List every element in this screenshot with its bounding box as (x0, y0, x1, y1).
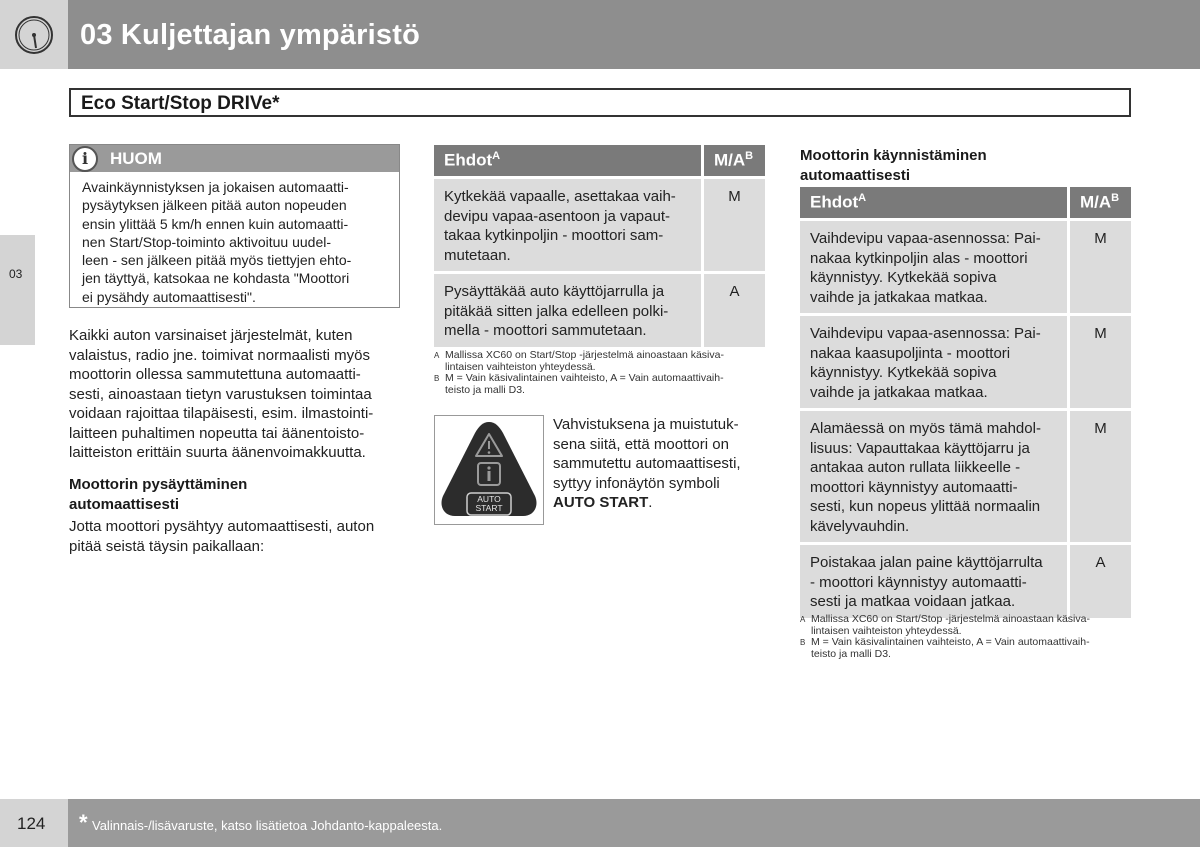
auto-start-symbol-box (434, 415, 544, 525)
paragraph-line: laitteen puhaltimen nopeutta tai äänentoisto- (69, 424, 365, 442)
chapter-title: 03 Kuljettajan ympäristö (80, 19, 421, 51)
paragraph-line: pitää seistä täysin paikallaan: (69, 537, 265, 555)
start-heading (800, 146, 987, 185)
note-header (70, 145, 399, 172)
heading-line: Moottorin pysäyttäminen (69, 476, 248, 493)
systems-paragraph (69, 326, 373, 463)
auto-start-description: Vahvistuksena ja muistutuk- sena siitä, että moottori on sammutettu automaattisesti, syttyy infonäytön symboli AUTO START. (553, 416, 741, 511)
note-line: nen Start/Stop-toiminto aktivoituu uudel- (82, 233, 332, 250)
heading-line: Moottorin käynnistäminen (800, 147, 987, 164)
note-line: jen täyttyä, katsokaa ne kohdasta "Moottori (82, 270, 350, 287)
ma-value-cell: A (1067, 545, 1131, 621)
ma-value-cell: A (701, 274, 765, 350)
note-body (82, 178, 392, 306)
ma-column-header: $M/A^B$ (1067, 187, 1131, 221)
note-line: ensin ylittää 5 km/h ennen kuin automaatti- (82, 215, 349, 232)
condition-cell: Pysäyttäkää auto käyttöjarrulla ja pitäkää sitten jalka edelleen polki- mella - moottori sammutetaan. (434, 274, 701, 350)
footnote: B M = Vain käsivalintainen vaihteisto, A = Vain automaattivaih- teisto ja malli D3. (800, 636, 1090, 660)
ma-value-cell: M (701, 179, 765, 274)
page-number: 124 (17, 814, 46, 833)
table-header-row (800, 187, 1131, 221)
table-row (800, 316, 1131, 411)
chapter-side-tab (0, 235, 35, 345)
conditions-column-header: Ehdot$^A$ (434, 145, 701, 179)
table-row (434, 274, 765, 350)
page-number-box (0, 799, 68, 847)
condition-cell: Alamäessä on myös tämä mahdol- lisuus: Vapauttakaa käyttöjarru ja antakaa auton rullata liikkeelle - moottori käynnistyy automaatti- sesti, kun nopeus ylittää normaalin kävelyvauhdin. (800, 411, 1067, 545)
paragraph-line: sesti, ainoastaan tietyn varustuksen toimintaa (69, 385, 372, 403)
table-row (800, 411, 1131, 545)
condition-cell: Vaihdevipu vapaa-asennossa: Pai- nakaa kytkinpoljin alas - moottori käynnistyy. Kytkekää sopiva vaihde ja jatkakaa matkaa. (800, 221, 1067, 316)
chapter-side-tab-label: 03 (9, 267, 23, 281)
footnote: A Mallissa XC60 on Start/Stop -järjestelmä ainoastaan käsiva- lintaisen vaihteiston yhteydessä. (434, 349, 724, 373)
paragraph-line: valaistus, radio jne. toimivat normaalisti myös (69, 346, 370, 364)
info-icon: i (72, 146, 98, 172)
note-line: Avainkäynnistyksen ja jokaisen automaatti- (82, 179, 349, 195)
auto-start-bold: AUTO START (553, 494, 649, 511)
start-footnotes (800, 614, 1090, 660)
table-header-row (434, 145, 765, 179)
stop-conditions-table (434, 145, 765, 350)
header-icon-box (0, 0, 68, 69)
auto-label: AUTO (477, 494, 501, 504)
paragraph-line: moottorin ollessa sammutettuna automaatti- (69, 366, 361, 383)
footer-bar (68, 799, 1200, 847)
section-title: Eco Start/Stop DRIVe* (81, 93, 280, 114)
footnote: B M = Vain käsivalintainen vaihteisto, A = Vain automaattivaih- teisto ja malli D3. (434, 372, 724, 396)
gauge-icon (14, 15, 54, 55)
ma-column-header: $M/A^B$ (701, 145, 765, 179)
table-row (800, 221, 1131, 316)
note-title: HUOM (110, 149, 162, 168)
heading-line: automaattisesti (800, 166, 911, 184)
paragraph-line: voidaan rajoittaa tilapäisesti, esim. ilmastointi- (69, 405, 374, 422)
paragraph-line: Kaikki auton varsinaiset järjestelmät, kuten (69, 327, 353, 344)
footer-note: Valinnais-/lisävaruste, katso lisätietoa Johdanto-kappaleesta. (92, 818, 443, 833)
note-box (69, 144, 400, 308)
condition-cell: Vaihdevipu vapaa-asennossa: Pai- nakaa kaasupoljinta - moottori käynnistyy. Kytkekää sopiva vaihde ja jatkakaa matkaa. (800, 316, 1067, 411)
footnote: A Mallissa XC60 on Start/Stop -järjestelmä ainoastaan käsiva- lintaisen vaihteiston yhteydessä. (800, 613, 1090, 637)
heading-line: automaattisesti (69, 495, 180, 513)
section-title-box (69, 88, 1131, 117)
paragraph-line: Jotta moottori pysähtyy automaattisesti, auton (69, 518, 375, 535)
table-row (434, 179, 765, 274)
stop-footnotes (434, 350, 724, 396)
condition-cell: Kytkekää vapaalle, asettakaa vaih- devipu vapaa-asentoon ja vapaut- takaa kytkinpoljin - moottori sam- mutetaan. (434, 179, 701, 274)
note-line: leen - sen jälkeen pitää myös tiettyjen ehto- (82, 252, 352, 269)
note-line: pysäytyksen jälkeen pitää auton nopeuden (82, 197, 347, 214)
stop-paragraph (69, 517, 374, 556)
auto-start-symbol (435, 416, 543, 524)
ma-value-cell: M (1067, 411, 1131, 545)
ma-value-cell: M (1067, 221, 1131, 316)
note-line: ei pysähdy automaattisesti". (82, 288, 256, 305)
condition-cell: Poistakaa jalan paine käyttöjarrulta - moottori käynnistyy automaatti- sesti ja matkaa voidaan jatkaa. (800, 545, 1067, 621)
star-marker: * (79, 810, 88, 835)
paragraph-line: laitteiston erittäin suurta äänenvoimakkuutta. (69, 444, 366, 461)
start-label: START (475, 503, 503, 513)
ma-value-cell: M (1067, 316, 1131, 411)
table-row (800, 545, 1131, 621)
start-conditions-table (800, 187, 1131, 621)
stop-heading (69, 475, 247, 514)
header-bar (68, 0, 1200, 69)
conditions-column-header: Ehdot$^A$ (800, 187, 1067, 221)
